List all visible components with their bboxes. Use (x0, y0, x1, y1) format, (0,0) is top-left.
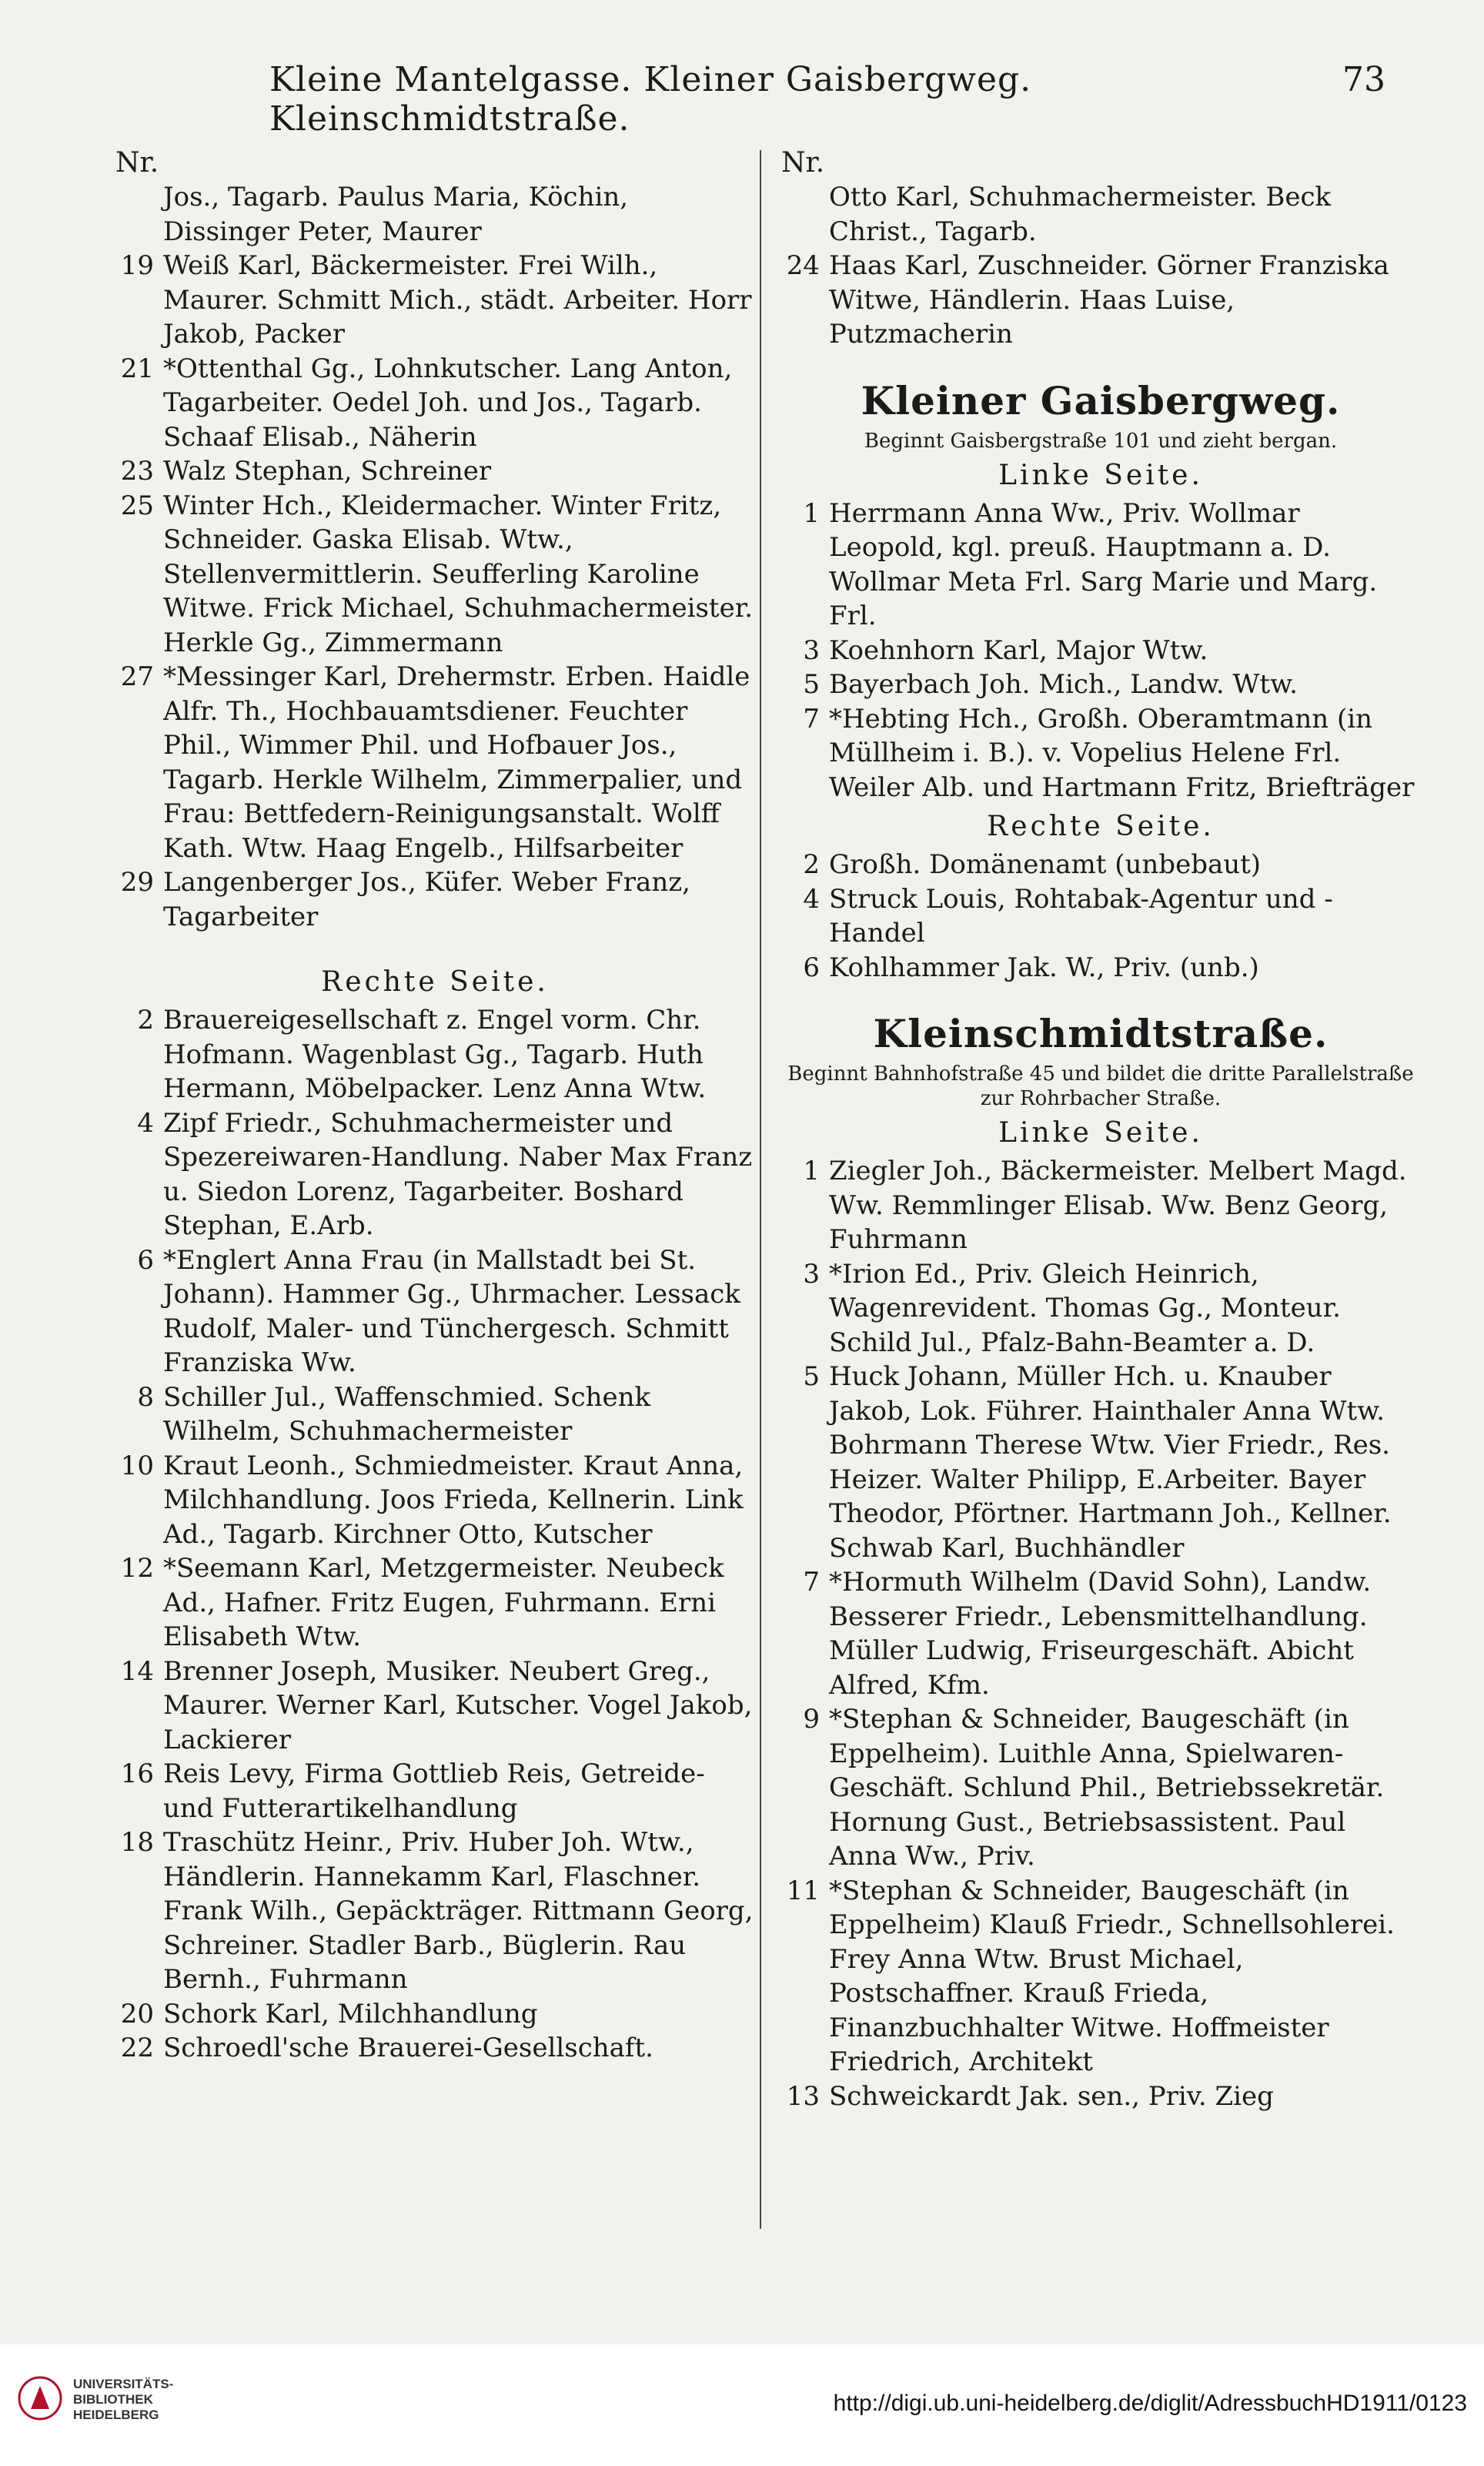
street-heading: Kleiner Gaisbergweg. (861, 377, 1341, 423)
house-number: 4 (137, 1107, 154, 1139)
street-heading: Kleinschmidtstraße. (873, 1011, 1329, 1056)
entry-list (781, 497, 1420, 805)
resident-text: Großh. Domänenamt (unbebaut) (829, 849, 1262, 880)
address-entry (781, 951, 1420, 985)
house-number: 5 (803, 1361, 820, 1392)
resident-text: Huck Johann, Müller Hch. u. Knauber Jakob, Lok. Führer. Hainthaler Anna Wtw. Bohrmann Therese Wtw. Vier Friedr., Res. Heizer. Walter Philipp, E.Arbeiter. Bayer Theodor, Pförtner. Hartmann Joh., Kellner. Schwab Karl, Buchhändler (829, 1361, 1392, 1564)
resident-text: Schiller Jul., Waffenschmied. Schenk Wilhelm, Schuhmachermeister (163, 1381, 651, 1447)
house-number: 23 (120, 456, 154, 487)
address-entry (781, 249, 1420, 352)
resident-text: Haas Karl, Zuschneider. Görner Franziska Witwe, Händlerin. Haas Luise, Putzmacherin (829, 250, 1389, 350)
section-heading-right-side: Rechte Seite. (321, 966, 549, 998)
resident-text: *Ottenthal Gg., Lohnkutscher. Lang Anton, Tagarbeiter. Oedel Joh. und Jos., Tagarb. Schaaf Elisab., Näherin (163, 353, 733, 453)
house-number: 13 (786, 2080, 820, 2112)
permalink-url[interactable]: http://digi.ub.uni-heidelberg.de/diglit/AdressbuchHD1911/0123 (833, 2391, 1467, 2416)
address-entry (781, 634, 1420, 668)
house-number: 7 (803, 703, 820, 734)
address-entry (115, 1757, 754, 1825)
address-entry (115, 1655, 754, 1758)
house-number: 27 (120, 661, 154, 692)
resident-text: Langenberger Jos., Küfer. Weber Franz, Tagarbeiter (163, 867, 690, 932)
house-number: 1 (803, 1156, 820, 1186)
address-entry (781, 497, 1420, 634)
resident-text: *Messinger Karl, Drehermstr. Erben. Haidle Alfr. Th., Hochbauamtsdiener. Feuchter Phil., Wimmer Phil. und Hofbauer Jos., Tagarb. Herkle Wilhelm, Zimmerpalier, und Frau: Bettfedern-Reinigungsanstalt. Wolff Kath. Wtw. Haag Engelb., Hilfsarbeiter (163, 661, 750, 864)
address-entry (781, 1360, 1420, 1565)
house-number: 2 (803, 849, 820, 880)
address-entry (115, 1243, 754, 1380)
resident-text: Weiß Karl, Bäckermeister. Frei Wilh., Maurer. Schmitt Mich., städt. Arbeiter. Horr Jakob, Packer (163, 250, 752, 350)
address-entry (781, 1874, 1420, 2080)
section-heading-left-side: Linke Seite. (998, 459, 1203, 491)
address-entry (115, 2031, 754, 2066)
resident-text: Kohlhammer Jak. W., Priv. (unb.) (829, 952, 1259, 983)
resident-text: Koehnhorn Karl, Major Wtw. (829, 634, 1208, 666)
house-number: 19 (120, 250, 154, 281)
resident-text: Schork Karl, Milchhandlung (163, 1998, 538, 2029)
address-entry (115, 454, 754, 489)
library-name-line: HEIDELBERG (73, 2407, 159, 2422)
resident-text: Kraut Leonh., Schmiedmeister. Kraut Anna, Milchhandlung. Joos Frieda, Kellnerin. Link Ad., Tagarb. Kirchner Otto, Kutscher (163, 1450, 744, 1550)
address-entry (781, 180, 1420, 249)
house-number: 18 (120, 1827, 154, 1858)
address-entry (115, 865, 754, 934)
address-entry (115, 1380, 754, 1449)
resident-text: *Hebting Hch., Großh. Oberamtmann (in Müllheim i. B.). v. Vopelius Helene Frl. Weiler Alb. und Hartmann Fritz, Briefträger (829, 703, 1415, 803)
resident-text: Struck Louis, Rohtabak-Agentur und -Handel (829, 883, 1333, 949)
entry-list (781, 1154, 1420, 2113)
resident-text: Winter Hch., Kleidermacher. Winter Fritz, Schneider. Gaska Elisab. Wtw., Stellenvermittlerin. Seufferling Karoline Witwe. Frick Michael, Schuhmachermeister. Herkle Gg., Zimmermann (163, 490, 754, 658)
column-divider (760, 150, 761, 2229)
resident-text: *Irion Ed., Priv. Gleich Heinrich, Wagenrevident. Thomas Gg., Monteur. Schild Jul., Pfalz-Bahn-Beamter a. D. (829, 1258, 1341, 1358)
house-number: 6 (137, 1244, 154, 1276)
address-entry (781, 702, 1420, 805)
house-number: 25 (120, 490, 154, 521)
address-entry (115, 1003, 754, 1106)
resident-text: *Englert Anna Frau (in Mallstadt bei St. Johann). Hammer Gg., Uhrmacher. Lessack Rudolf, Maler- und Tünchergesch. Schmitt Franziska Ww. (163, 1244, 740, 1378)
nr-label: Nr. (115, 147, 159, 179)
house-number: 8 (137, 1381, 154, 1413)
house-number: 6 (803, 952, 820, 983)
house-number: 1 (803, 497, 820, 529)
running-title: Kleine Mantelgasse. Kleiner Gaisbergweg. Kleinschmidtstraße. (269, 60, 1032, 139)
house-number: 21 (120, 353, 154, 384)
resident-text: Ziegler Joh., Bäckermeister. Melbert Magd. Ww. Remmlinger Elisab. Ww. Benz Georg, Fuhrmann (829, 1156, 1407, 1255)
house-number: 4 (803, 883, 820, 915)
house-number: 14 (120, 1655, 154, 1687)
address-entry (781, 1257, 1420, 1360)
address-entry (115, 489, 754, 661)
resident-text: Brenner Joseph, Musiker. Neubert Greg., Maurer. Werner Karl, Kutscher. Vogel Jakob, Lackierer (163, 1655, 753, 1755)
resident-text: Schroedl'sche Brauerei-Gesellschaft. (163, 2033, 653, 2063)
house-number: 3 (803, 634, 820, 666)
resident-text: *Stephan & Schneider, Baugeschäft (in Eppelheim) Klauß Friedr., Schnellsohlerei. Frey Anna Wtw. Brust Michael, Postschaffner. Krauß Frieda, Finanzbuchhalter Witwe. Hoffmeister Friedrich, Architekt (829, 1875, 1395, 2077)
address-entry (115, 352, 754, 455)
university-library-logo-icon (17, 2375, 63, 2421)
viewer-footer (0, 2344, 1484, 2466)
house-number: 12 (120, 1553, 154, 1584)
address-entry (115, 1825, 754, 1997)
resident-text: Brauereigesellschaft z. Engel vorm. Chr. Hofmann. Wagenblast Gg., Tagarb. Huth Hermann, Möbelpacker. Lenz Anna Wtw. (163, 1005, 707, 1104)
house-number: 7 (803, 1567, 820, 1598)
house-number: 24 (786, 250, 820, 281)
entry-list (781, 180, 1420, 352)
resident-text: Bayerbach Joh. Mich., Landw. Wtw. (829, 669, 1298, 700)
address-entry (115, 1997, 754, 2032)
entry-list (781, 848, 1420, 985)
resident-text: Zipf Friedr., Schuhmachermeister und Spezereiwaren-Handlung. Naber Max Franz u. Siedon Lorenz, Tagarbeiter. Boshard Stephan, E.Arb. (163, 1107, 753, 1241)
house-number: 16 (120, 1758, 154, 1789)
resident-text: *Hormuth Wilhelm (David Sohn), Landw. Besserer Friedr., Lebensmittelhandlung. Müller Ludwig, Friseurgeschäft. Abicht Alfred, Kfm. (829, 1567, 1372, 1701)
address-entry (781, 1565, 1420, 1702)
left-column (115, 146, 754, 2066)
library-name (73, 2377, 173, 2423)
address-entry (115, 1449, 754, 1552)
resident-text: Reis Levy, Firma Gottlieb Reis, Getreide- und Futterartikelhandlung (163, 1758, 705, 1824)
library-name-line: UNIVERSITÄTS- (73, 2377, 174, 2391)
address-entry (781, 848, 1420, 882)
house-number: 5 (803, 669, 820, 700)
page-header (115, 60, 1385, 139)
resident-text: Walz Stephan, Schreiner (163, 456, 492, 487)
house-number: 9 (803, 1704, 820, 1735)
right-column (781, 146, 1420, 2113)
house-number: 2 (137, 1005, 154, 1036)
library-name-line: BIBLIOTHEK (73, 2392, 153, 2407)
section-heading-right-side: Rechte Seite. (987, 811, 1215, 842)
resident-text: *Stephan & Schneider, Baugeschäft (in Eppelheim). Luithle Anna, Spielwaren-Geschäft. Schlund Phil., Betriebssekretär. Hornung Gust., Betriebsassistent. Paul Anna Ww., Priv. (829, 1704, 1385, 1872)
address-entry (781, 1154, 1420, 1257)
entry-list (115, 180, 754, 934)
address-entry (781, 668, 1420, 702)
entry-list (115, 1003, 754, 2066)
house-number: 29 (120, 867, 154, 898)
address-entry (115, 249, 754, 352)
street-description: Beginnt Bahnhofstraße 45 und bildet die dritte Parallelstraße zur Rohrbacher Straße. (787, 1062, 1414, 1110)
address-entry (115, 180, 754, 249)
resident-text: Jos., Tagarb. Paulus Maria, Köchin, Dissinger Peter, Maurer (163, 182, 629, 247)
house-number: 3 (803, 1258, 820, 1290)
address-entry (115, 660, 754, 865)
resident-text: Schweickardt Jak. sen., Priv. Zieg (829, 2080, 1274, 2112)
resident-text: Otto Karl, Schuhmachermeister. Beck Christ., Tagarb. (829, 182, 1332, 247)
section-heading-left-side: Linke Seite. (998, 1117, 1203, 1149)
house-number: 20 (120, 1998, 154, 2029)
page-number: 73 (1342, 60, 1385, 99)
address-entry (115, 1106, 754, 1243)
resident-text: Traschütz Heinr., Priv. Huber Joh. Wtw., Händlerin. Hannekamm Karl, Flaschner. Frank Wilh., Gepäckträger. Rittmann Georg, Schreiner. Stadler Barb., Büglerin. Rau Bernh., Fuhrmann (163, 1827, 754, 1995)
address-entry (781, 2080, 1420, 2114)
street-description: Beginnt Gaisbergstraße 101 und zieht bergan. (864, 429, 1338, 453)
address-entry (115, 1551, 754, 1655)
resident-text: Herrmann Anna Ww., Priv. Wollmar Leopold, kgl. preuß. Hauptmann a. D. Wollmar Meta Frl. Sarg Marie und Marg. Frl. (829, 497, 1378, 631)
address-entry (781, 1702, 1420, 1874)
resident-text: *Seemann Karl, Metzgermeister. Neubeck Ad., Hafner. Fritz Eugen, Fuhrmann. Erni Elisabeth Wtw. (163, 1553, 724, 1652)
house-number: 10 (120, 1450, 154, 1481)
house-number: 22 (120, 2033, 154, 2063)
house-number: 11 (786, 1875, 820, 1906)
nr-label: Nr. (781, 147, 825, 179)
address-entry (781, 882, 1420, 951)
